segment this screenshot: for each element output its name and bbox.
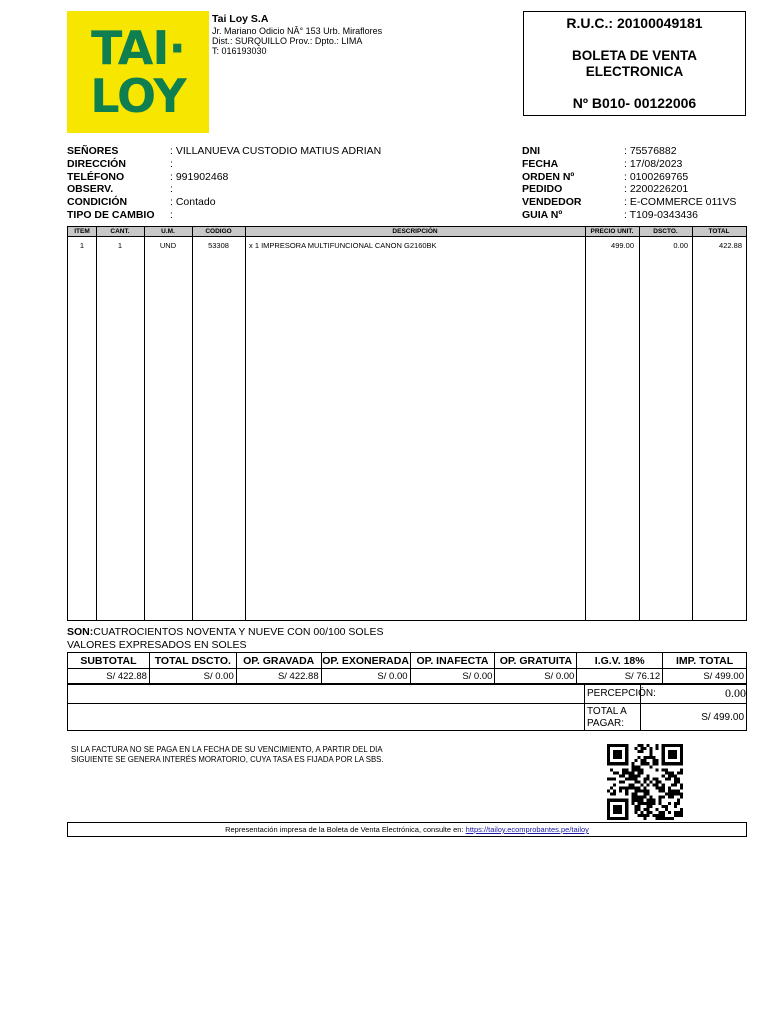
items-table xyxy=(67,226,747,621)
footer xyxy=(67,822,747,837)
totals-value-op-inafecta: S/ 0.00 xyxy=(410,669,495,684)
order-value: : E-COMMERCE 011VS xyxy=(624,196,737,209)
totals-value-op-exonerada: S/ 0.00 xyxy=(321,669,410,684)
totals-values-row xyxy=(68,669,747,684)
customer-values xyxy=(170,145,381,222)
totals-header-imp-total: IMP. TOTAL xyxy=(663,653,747,669)
document-number: Nº B010- 00122006 xyxy=(572,95,697,111)
customer-label: SEÑORES xyxy=(67,145,119,157)
totals-header-op-inafecta: OP. INAFECTA xyxy=(410,653,495,669)
column-header-total: TOTAL xyxy=(708,228,730,235)
totals-header-row xyxy=(68,653,747,669)
customer-label: DIRECCIÓN xyxy=(67,157,126,170)
order-value: : 17/08/2023 xyxy=(624,157,683,170)
cell-descripcion: x 1 IMPRESORA MULTIFUNCIONAL CANON G2160BK xyxy=(249,241,437,250)
customer-value: : xyxy=(170,157,173,170)
cell-item: 1 xyxy=(79,241,85,250)
cell-dscto: 0.00 xyxy=(673,241,688,250)
company-phone: T: 016193030 xyxy=(212,46,267,56)
column-header-descripcion: DESCRIPCIÓN xyxy=(392,228,438,235)
logo-line-1: TAI· xyxy=(91,21,185,75)
company-address-2: Dist.: SURQUILLO Prov.: Dpto.: LIMA xyxy=(212,36,363,46)
document-type-line-2: ELECTRONICA xyxy=(585,64,684,79)
document-type-line-1: BOLETA DE VENTA xyxy=(571,48,697,63)
order-label: VENDEDOR xyxy=(522,196,582,209)
son-text: CUATROCIENTOS NOVENTA Y NUEVE CON 00/100 SOLES xyxy=(93,626,384,638)
currency-note: VALORES EXPRESADOS EN SOLES xyxy=(67,638,247,651)
customer-value: : 991902468 xyxy=(170,170,229,183)
customer-value: : xyxy=(170,208,173,221)
cell-codigo: 53308 xyxy=(208,241,229,250)
document-type xyxy=(524,48,745,80)
payment-summary-box xyxy=(67,684,747,731)
totals-value-total-dscto: S/ 0.00 xyxy=(149,669,236,684)
customer-value: : Contado xyxy=(170,196,216,209)
order-value: : 2200226201 xyxy=(624,183,689,196)
order-label: DNI xyxy=(522,145,541,157)
customer-label: OBSERV. xyxy=(67,183,114,196)
column-header-precio-unit: PRECIO UNIT. xyxy=(590,228,634,235)
totals-header-op-gravada: OP. GRAVADA xyxy=(236,653,321,669)
order-label: PEDIDO xyxy=(522,183,563,196)
percepcion-label: PERCEPCIÓN: xyxy=(587,688,656,699)
customer-label: TELÉFONO xyxy=(67,170,125,183)
logo-line-2: LOY xyxy=(90,69,186,123)
total-pagar-label xyxy=(587,706,627,730)
customer-value: : VILLANUEVA CUSTODIO MATIUS ADRIAN xyxy=(170,145,382,157)
order-label: ORDEN Nº xyxy=(522,170,575,183)
totals-value-igv: S/ 76.12 xyxy=(577,669,663,684)
order-value: : T109-0343436 xyxy=(624,208,698,221)
amount-in-words xyxy=(67,626,383,651)
company-name: Tai Loy S.A xyxy=(212,13,269,25)
totals-value-subtotal: S/ 422.88 xyxy=(68,669,150,684)
totals-value-op-gravada: S/ 422.88 xyxy=(236,669,321,684)
totals-header-igv: I.G.V. 18% xyxy=(577,653,663,669)
late-payment-note: SI LA FACTURA NO SE PAGA EN LA FECHA DE SU VENCIMIENTO, A PARTIR DEL DIA SIGUIENTE SE GENERA INTERÉS MORATORIO, CUYA TASA ES FIJADA POR LA SBS. xyxy=(71,745,384,764)
customer-label: CONDICIÓN xyxy=(67,196,128,209)
customer-labels xyxy=(67,145,155,222)
order-labels xyxy=(522,145,582,222)
cell-precio-unit: 499.00 xyxy=(611,241,634,250)
cell-total: 422.88 xyxy=(719,241,742,250)
son-label: SON: xyxy=(67,626,94,638)
company-info xyxy=(212,13,382,56)
qr-code xyxy=(605,744,685,820)
order-label: GUIA Nº xyxy=(522,208,563,221)
totals-value-op-gratuita: S/ 0.00 xyxy=(495,669,577,684)
totals-header-total-dscto: TOTAL DSCTO. xyxy=(149,653,236,669)
order-value: : 0100269765 xyxy=(624,170,689,183)
totals-header-op-exonerada: OP. EXONERADA xyxy=(322,654,409,667)
column-header-dscto: DSCTO. xyxy=(653,228,678,235)
footer-link[interactable]: https://tailoy.ecomprobantes.pe/tailoy xyxy=(465,825,589,834)
column-header-cant: CANT. xyxy=(110,228,130,235)
ruc-box xyxy=(523,11,746,116)
column-header-codigo: CODIGO xyxy=(205,228,232,235)
total-pagar-label-line-2: PAGAR: xyxy=(587,718,625,729)
order-label: FECHA xyxy=(522,157,559,170)
total-pagar-value: S/ 499.00 xyxy=(701,712,744,723)
cell-cant: 1 xyxy=(117,241,123,250)
footer-text: Representación impresa de la Boleta de Venta Electrónica, consulte en: xyxy=(225,825,466,834)
totals-header-subtotal: SUBTOTAL xyxy=(68,653,150,669)
company-address-1: Jr. Mariano Odicio NÂ° 153 Urb. Miraflores xyxy=(212,26,383,36)
customer-label: TIPO DE CAMBIO xyxy=(67,208,155,221)
totals-value-imp-total: S/ 499.00 xyxy=(663,669,747,684)
ruc-number: R.U.C.: 20100049181 xyxy=(566,15,703,31)
cell-um: UND xyxy=(159,241,177,250)
customer-value: : xyxy=(170,183,173,196)
column-header-um: U.M. xyxy=(161,228,175,235)
percepcion-value: 0.00 xyxy=(725,686,746,700)
total-pagar-label-line-1: TOTAL A xyxy=(587,706,627,717)
totals-table xyxy=(67,652,747,684)
order-value: : 75576882 xyxy=(624,145,677,157)
order-values xyxy=(624,145,736,222)
company-logo xyxy=(67,11,209,133)
column-header-item: ITEM xyxy=(74,228,90,235)
totals-header-op-gratuita: OP. GRATUITA xyxy=(495,653,577,669)
